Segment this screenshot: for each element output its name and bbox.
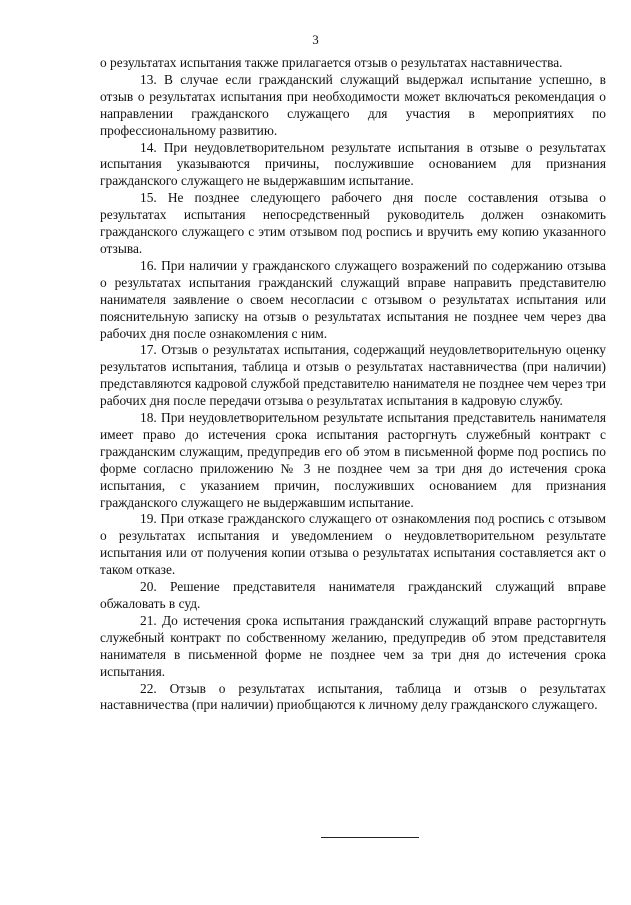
- paragraph-16: 16. При наличии у гражданского служащего возражений по содержанию отзыва о результатах испытания гражданский служащий вправе направить представителю нанимателя заявление о своем несогласии с отзывом о результатах испытания или пояснительную записку на отзыв о результатах испытания не позднее чем через два рабочих дня после ознакомления с ним.: [100, 257, 606, 341]
- paragraph-15: 15. Не позднее следующего рабочего дня после составления отзыва о результатах испытания непосредственный руководитель должен ознакомить гражданского служащего с этим отзывом под роспись и вручить ему копию указанного отзыва.: [100, 190, 606, 256]
- paragraph-21: 21. До истечения срока испытания гражданский служащий вправе расторгнуть служебный контракт по собственному желанию, предупредив об этом представителя нанимателя в письменной форме не позднее чем за три дня до истечения срока испытания.: [100, 612, 606, 679]
- paragraph-19: 19. При отказе гражданского служащего от ознакомления под роспись с отзывом о результатах испытания и уведомлением о неудовлетворительном результате испытания или от получения копии отзыва о результатах испытания составляется акт о таком отказе.: [100, 511, 606, 578]
- paragraph-continuation: о результатах испытания также прилагается отзыв о результатах наставничества.: [100, 55, 563, 70]
- paragraph-13: 13. В случае если гражданский служащий выдержал испытание успешно, в отзыв о результатах испытания при необходимости может включаться рекомендация о направлении гражданского служащего для участия в мероприятиях по профессиональному развитию.: [100, 71, 606, 138]
- end-of-text-rule: [321, 837, 419, 838]
- paragraph-22: 22. Отзыв о результатах испытания, таблица и отзыв о результатах наставничества (при наличии) приобщаются к личному делу гражданского служащего.: [100, 680, 606, 713]
- page-number: 3: [312, 32, 319, 47]
- paragraph-14: 14. При неудовлетворительном результате испытания в отзыве о результатах испытания указываются причины, послужившие основанием для признания гражданского служащего не выдержавшим испытание.: [100, 139, 606, 189]
- paragraph-17: 17. Отзыв о результатах испытания, содержащий неудовлетворительную оценку результатов испытания, таблица и отзыв о результатах наставничества (при наличии) представляются кадровой службой представителю нанимателя не позднее чем через три рабочих дня после передачи отзыва о результатах испытания в кадровую службу.: [100, 342, 606, 409]
- paragraph-18: 18. При неудовлетворительном результате испытания представитель нанимателя имеет право до истечения срока испытания расторгнуть служебный контракт с гражданским служащим, предупредив его об этом в письменной форме под роспись по форме согласно приложению № 3 не позднее чем за три дня до истечения срока испытания, с указанием причин, послуживших основанием для признания гражданского служащего не выдержавшим испытание.: [100, 410, 606, 510]
- paragraph-20: 20. Решение представителя нанимателя гражданский служащий вправе обжаловать в суд.: [100, 579, 606, 611]
- document-body: [100, 55, 606, 714]
